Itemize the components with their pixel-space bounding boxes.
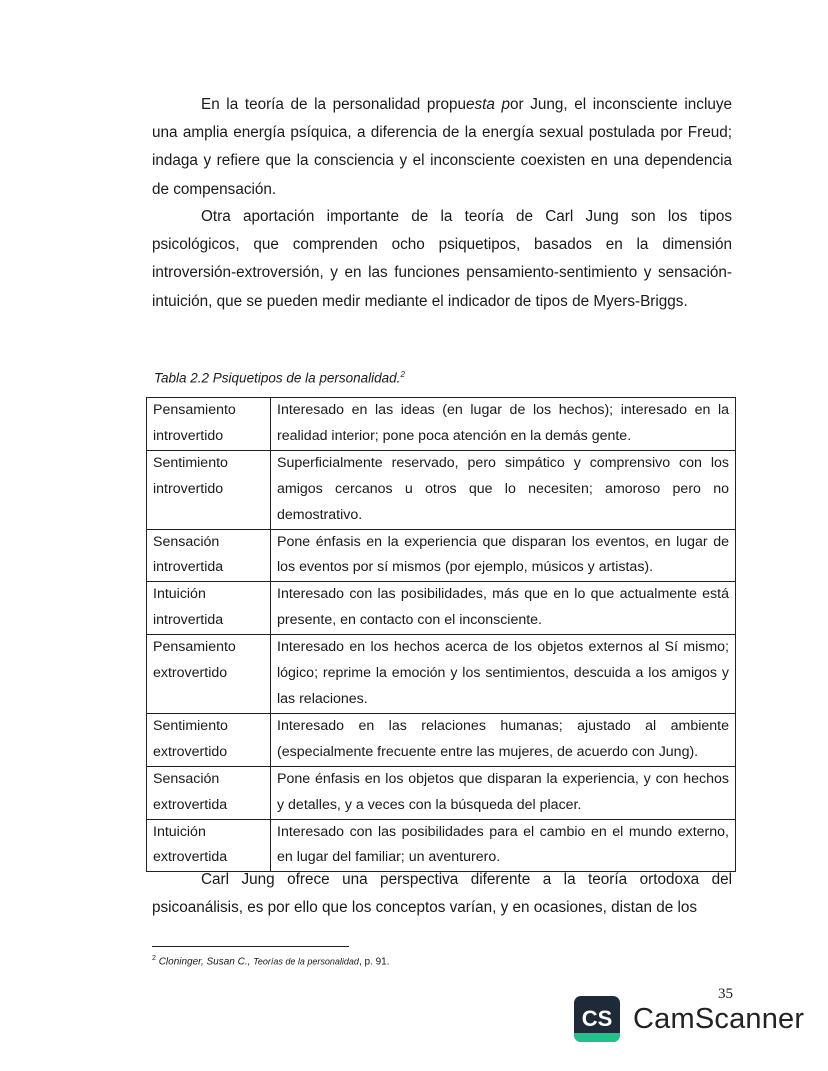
footnote-page: , p. 91. [358, 956, 390, 968]
footnote-ref: 2 [400, 370, 405, 379]
psychotypes-table [146, 397, 736, 872]
table-row [147, 398, 736, 451]
footnote-author: Cloninger, Susan C., [158, 956, 251, 968]
psychotype-description: Interesado en las relaciones humanas; ajustado al ambiente (especialmente frecuente entre las mujeres, de acuerdo con Jung). [271, 713, 736, 766]
text-run: or Jung, el inconsciente incluye una amplia energía psíquica, a diferencia de la energía sexual postulada por Freud; indaga y refiere que la consciencia y el inconsciente coexisten en una dependencia de compensación. [152, 96, 732, 198]
psychotype-name: Intuición extrovertida [147, 819, 271, 872]
psychotype-name: Sentimiento extrovertido [147, 713, 271, 766]
footnote-number: 2 [152, 955, 156, 962]
psychotype-description: Interesado en las ideas (en lugar de los hechos); interesado en la realidad interior; pone poca atención en la demás gente. [271, 398, 736, 451]
psychotype-description: Interesado con las posibilidades, más que en lo que actualmente está presente, en contacto con el inconsciente. [271, 582, 736, 635]
psychotype-name: Pensamiento introvertido [147, 398, 271, 451]
psychotype-name: Sensación extrovertida [147, 766, 271, 819]
psychotype-name: Intuición introvertida [147, 582, 271, 635]
footnote-divider [152, 946, 349, 947]
paragraph-2 [152, 203, 732, 316]
psychotype-description: Interesado con las posibilidades para el cambio en el mundo externo, en lugar del familiar; un aventurero. [271, 819, 736, 872]
table-row [147, 529, 736, 582]
text-run: En la teoría de la personalidad propu [201, 96, 466, 113]
paragraph-1 [152, 91, 732, 204]
text-run: Otra aportación importante de la teoría de Carl Jung son los tipos psicológicos, que comprenden ocho psiquetipos, basados en la dimensión introversión-extroversión, y en las funciones pensamiento-sentimiento y sensación-intuición, que se pueden medir mediante el indicador de tipos de Myers-Briggs. [152, 208, 732, 310]
camscanner-logo-text: CamScanner [633, 1002, 805, 1035]
psychotype-description: Pone énfasis en los objetos que disparan la experiencia, y con hechos y detalles, y a veces con la búsqueda del placer. [271, 766, 736, 819]
psychotype-description: Superficialmente reservado, pero simpático y comprensivo con los amigos cercanos u otros que lo necesiten; amoroso pero no demostrativo. [271, 450, 736, 529]
page-number: 35 [718, 986, 733, 1002]
psychotype-name: Sensación introvertida [147, 529, 271, 582]
caption-text: Tabla 2.2 Psiquetipos de la personalidad. [154, 370, 401, 386]
psychotype-description: Pone énfasis en la experiencia que disparan los eventos, en lugar de los eventos por sí mismos (por ejemplo, músicos y artistas). [271, 529, 736, 582]
table-row [147, 582, 736, 635]
paragraph-3 [152, 866, 732, 922]
italic-run: esta p [465, 96, 511, 113]
table-row [147, 766, 736, 819]
table-row [147, 635, 736, 714]
table-row [147, 819, 736, 872]
psychotype-name: Pensamiento extrovertido [147, 635, 271, 714]
table-row [147, 450, 736, 529]
footnote-title: Teorías de la personalidad [253, 956, 359, 967]
camscanner-watermark [574, 996, 804, 1042]
psychotype-description: Interesado en los hechos acerca de los objetos externos al Sí mismo; lógico; reprime la emoción y los sentimientos, descuida a los amigos y las relaciones. [271, 635, 736, 714]
table-row [147, 713, 736, 766]
footnote [152, 955, 390, 967]
table-caption [154, 370, 405, 386]
text-run: Carl Jung ofrece una perspectiva diferente a la teoría ortodoxa del psicoanálisis, es por ello que los conceptos varían, y en ocasiones, distan de los [152, 871, 732, 917]
psychotype-name: Sentimiento introvertido [147, 450, 271, 529]
camscanner-logo-icon: CS [574, 996, 620, 1042]
